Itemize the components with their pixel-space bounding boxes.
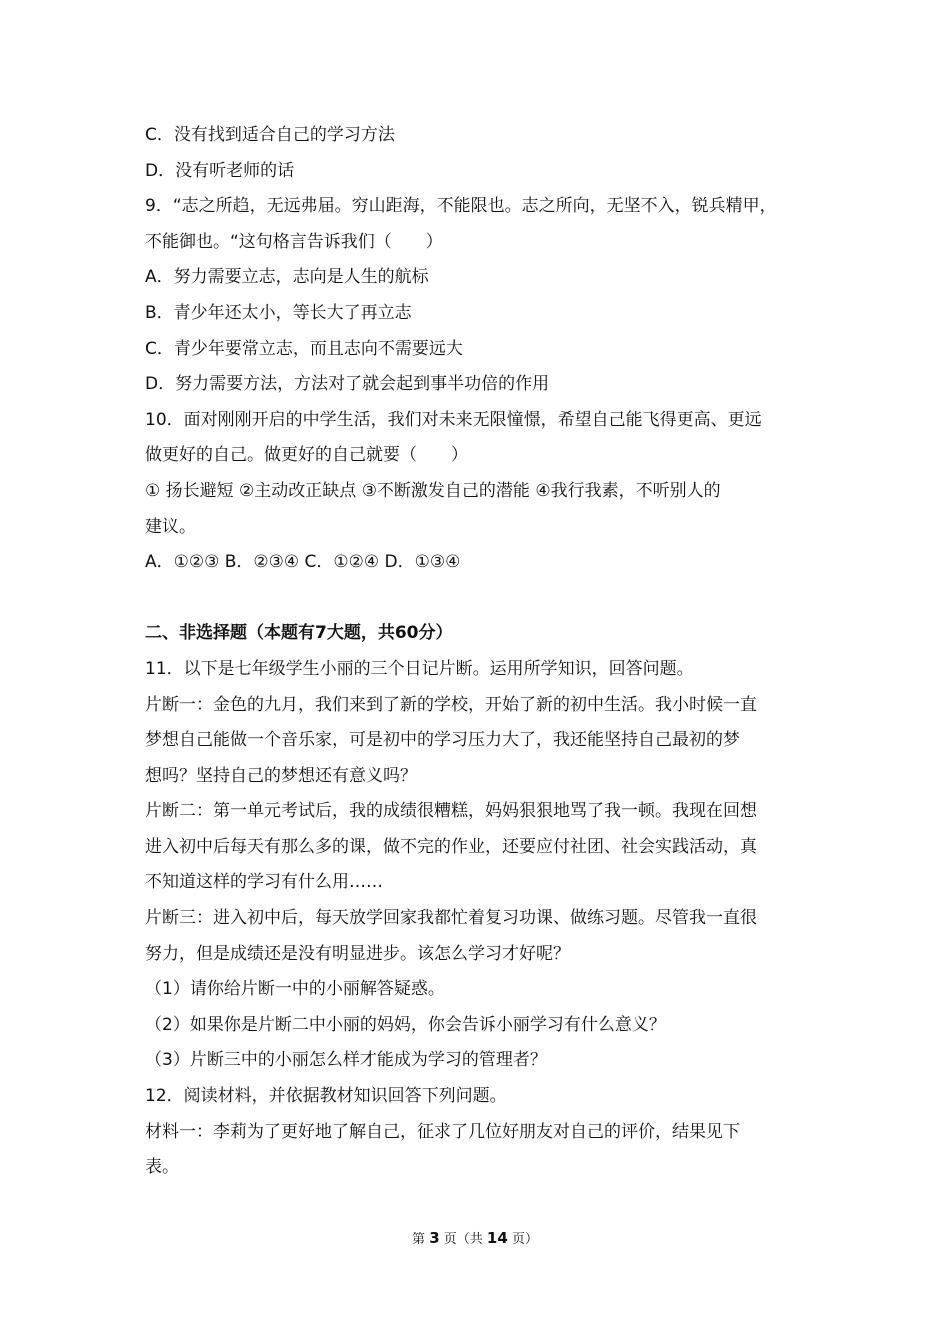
text-line: 片断二：第一单元考试后，我的成绩很糟糕，妈妈狠狠地骂了我一顿。我现在回想 xyxy=(145,801,757,822)
section-title: 二、非选择题（本题有7大题，共60分） xyxy=(145,623,453,644)
text-line: 不知道这样的学习有什么用…… xyxy=(145,872,383,893)
text-line: D．没有听老师的话 xyxy=(145,160,295,181)
text-line: C．青少年要常立志，而且志向不需要远大 xyxy=(145,338,463,359)
text-line: （2）如果你是片断二中小丽的妈妈，你会告诉小丽学习有什么意义？ xyxy=(145,1014,666,1035)
text-line: 梦想自己能做一个音乐家，可是初中的学习压力大了，我还能坚持自己最初的梦 xyxy=(145,730,740,751)
text-line: C．没有找到适合自己的学习方法 xyxy=(145,125,395,145)
text-line: D．努力需要方法，方法对了就会起到事半功倍的作用 xyxy=(145,374,550,395)
footer-suffix: 页） xyxy=(511,1232,538,1247)
text-line: 做更好的自己。做更好的自己就要（ ） xyxy=(145,445,468,466)
footer-total-pages: 14 xyxy=(486,1229,508,1247)
text-line: （3）片断三中的小丽怎么样才能成为学习的管理者？ xyxy=(145,1050,547,1071)
footer-page-number: 3 xyxy=(429,1229,440,1247)
text-line: 12．阅读材料，并依据教材知识回答下列问题。 xyxy=(145,1086,507,1107)
text-line: A．努力需要立志，志向是人生的航标 xyxy=(145,267,429,288)
spacer xyxy=(145,581,813,617)
text-line: 不能御也。“这句格言告诉我们（ ） xyxy=(145,231,443,252)
text-line: B．青少年还太小，等长大了再立志 xyxy=(145,302,412,323)
text-line: 努力，但是成绩还是没有明显进步。该怎么学习才好呢？ xyxy=(145,943,570,964)
text-line: 进入初中后每天有那么多的课，做不完的作业，还要应付社团、社会实践活动，真 xyxy=(145,836,757,857)
text-line: 想吗？坚持自己的梦想还有意义吗？ xyxy=(145,765,417,786)
text-line: 片断一：金色的九月，我们来到了新的学校，开始了新的初中生活。我小时候一直 xyxy=(145,694,757,715)
footer-middle: 页（共 xyxy=(443,1232,483,1247)
page-content xyxy=(145,118,813,1186)
text-line: 表。 xyxy=(145,1157,179,1178)
footer-prefix: 第 xyxy=(412,1232,426,1247)
text-line: 9．“志之所趋，无远弗届。穷山距海，不能限也。志之所向，无坚不入，锐兵精甲， xyxy=(145,196,777,217)
page-footer xyxy=(0,1228,950,1250)
text-line: 材料一：李莉为了更好地了解自己，征求了几位好朋友对自己的评价，结果见下 xyxy=(145,1121,740,1142)
text-line: （1）请你给片断一中的小丽解答疑惑。 xyxy=(145,979,445,1000)
text-line: 片断三：进入初中后，每天放学回家我都忙着复习功课、做练习题。尽管我一直很 xyxy=(145,908,757,929)
text-line: ① 扬长避短 ②主动改正缺点 ③不断激发自己的潜能 ④我行我素，不听别人的 xyxy=(145,480,721,501)
text-line: 11．以下是七年级学生小丽的三个日记片断。运用所学知识，回答问题。 xyxy=(145,658,694,679)
text-line: 建议。 xyxy=(145,516,196,537)
text-line: 10．面对刚刚开启的中学生活，我们对未来无限憧憬，希望自己能飞得更高、更远 xyxy=(145,409,762,430)
text-line: A．①②③ B．②③④ C．①②④ D．①③④ xyxy=(145,552,461,573)
